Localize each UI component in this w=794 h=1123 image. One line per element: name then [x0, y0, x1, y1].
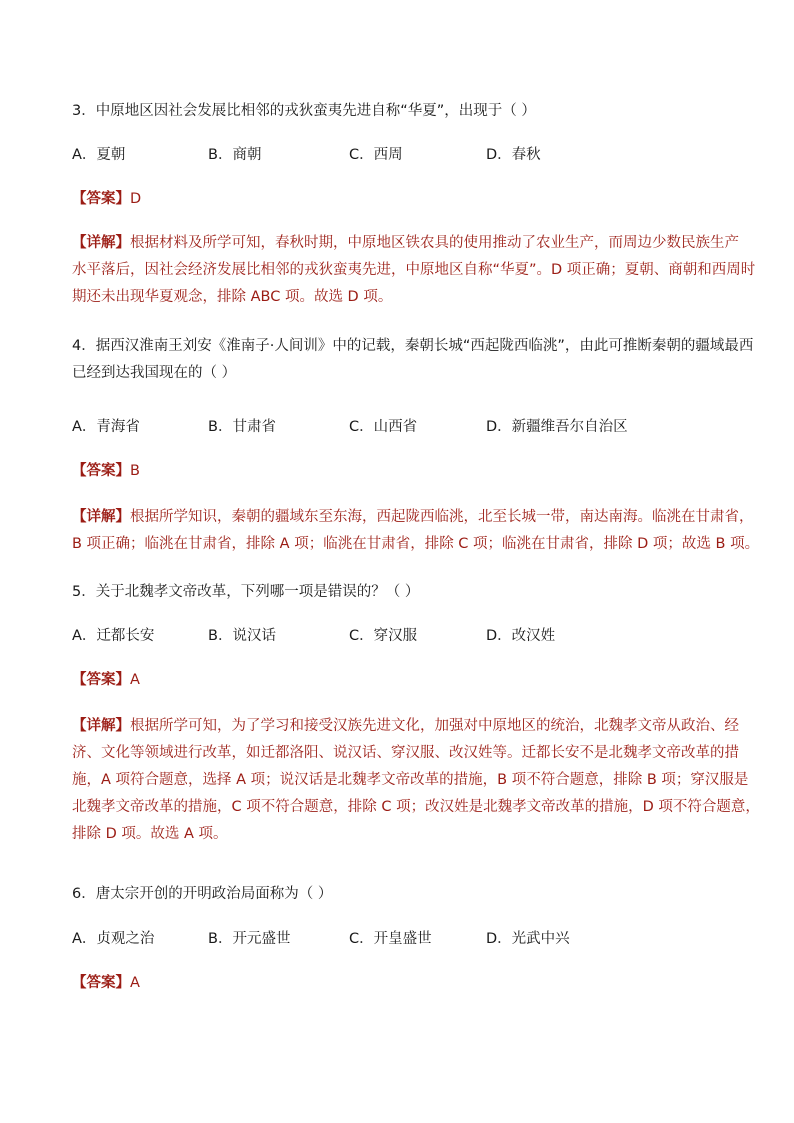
question-3-detail [72, 233, 756, 314]
question-4-stem [72, 336, 754, 390]
answer-tag: 【答案】 [72, 672, 130, 688]
question-5-option-b: B．说汉话 [208, 628, 276, 644]
detail-line: 北魏孝文帝改革的措施，C 项不符合题意，排除 C 项；改汉姓是北魏孝文帝改革的措施，D 项不符合题意， [72, 799, 760, 815]
question-5-option-d: D．改汉姓 [486, 628, 556, 644]
question-5-stem: 5．关于北魏孝文帝改革，下列哪一项是错误的？（ ） [72, 584, 420, 600]
question-6-stem: 6．唐太宗开创的开明政治局面称为（ ） [72, 886, 333, 902]
answer-value: A [130, 975, 140, 991]
detail-line: 期还未出现华夏观念，排除 ABC 项。故选 D 项。 [72, 289, 393, 305]
question-3-option-c: C．西周 [349, 147, 403, 163]
detail-line: 根据所学可知，为了学习和接受汉族先进文化，加强对中原地区的统治，北魏孝文帝从政治、经 [130, 718, 739, 734]
stem-line: 4．据西汉淮南王刘安《淮南子·人间训》中的记载，秦朝长城“西起陇西临洮”，由此可推断秦朝的疆域最西 [72, 338, 754, 354]
answer-tag: 【答案】 [72, 463, 130, 479]
question-3-answer [72, 189, 732, 209]
stem-line: 已经到达我国现在的（ ） [72, 365, 237, 381]
question-3-stem: 3．中原地区因社会发展比相邻的戎狄蛮夷先进自称“华夏”，出现于（ ） [72, 103, 536, 119]
answer-value: D [130, 191, 142, 207]
answer-value: B [130, 463, 140, 479]
detail-line: 济、文化等领域进行改革，如迁都洛阳、说汉话、穿汉服、改汉姓等。迁都长安不是北魏孝文帝改革的措 [72, 745, 739, 761]
question-5-options [72, 626, 732, 646]
question-4-option-b: B．甘肃省 [208, 419, 276, 435]
question-3-option-d: D．春秋 [486, 147, 541, 163]
detail-tag: 【详解】 [72, 509, 130, 525]
question-4-answer [72, 461, 732, 481]
question-6-options [72, 929, 732, 949]
question-6-option-a: A．贞观之治 [72, 931, 155, 947]
question-4-option-d: D．新疆维吾尔自治区 [486, 419, 628, 435]
detail-line: 水平落后，因社会经济发展比相邻的戎狄蛮夷先进，中原地区自称“华夏”。D 项正确；夏朝、商朝和西周时 [72, 262, 756, 278]
question-6-option-c: C．开皇盛世 [349, 931, 432, 947]
detail-line: 排除 D 项。故选 A 项。 [72, 826, 228, 842]
question-4-option-c: C．山西省 [349, 419, 418, 435]
detail-line: 根据所学知识，秦朝的疆域东至东海，西起陇西临洮，北至长城一带，南达南海。临洮在甘肃省， [130, 509, 754, 525]
detail-line: 施，A 项符合题意，选择 A 项；说汉话是北魏孝文帝改革的措施，B 项不符合题意，排除 B 项；穿汉服是 [72, 772, 749, 788]
detail-line: B 项正确；临洮在甘肃省，排除 A 项；临洮在甘肃省，排除 C 项；临洮在甘肃省，排除 D 项；故选 B 项。 [72, 536, 760, 552]
question-5-detail [72, 716, 760, 851]
answer-tag: 【答案】 [72, 191, 130, 207]
question-4-option-a: A．青海省 [72, 419, 140, 435]
question-6-answer [72, 973, 732, 993]
detail-line: 根据材料及所学可知，春秋时期，中原地区铁农具的使用推动了农业生产，而周边少数民族生产 [130, 235, 739, 251]
answer-value: A [130, 672, 140, 688]
question-5-option-a: A．迁都长安 [72, 628, 155, 644]
question-3-option-b: B．商朝 [208, 147, 262, 163]
question-5-option-c: C．穿汉服 [349, 628, 418, 644]
answer-tag: 【答案】 [72, 975, 130, 991]
question-4-detail [72, 507, 760, 561]
question-4-options [72, 417, 732, 437]
detail-tag: 【详解】 [72, 235, 130, 251]
detail-tag: 【详解】 [72, 718, 130, 734]
question-6-option-d: D．光武中兴 [486, 931, 570, 947]
question-3-options [72, 145, 732, 165]
question-6-option-b: B．开元盛世 [208, 931, 291, 947]
question-3-option-a: A．夏朝 [72, 147, 126, 163]
question-5-answer [72, 670, 732, 690]
